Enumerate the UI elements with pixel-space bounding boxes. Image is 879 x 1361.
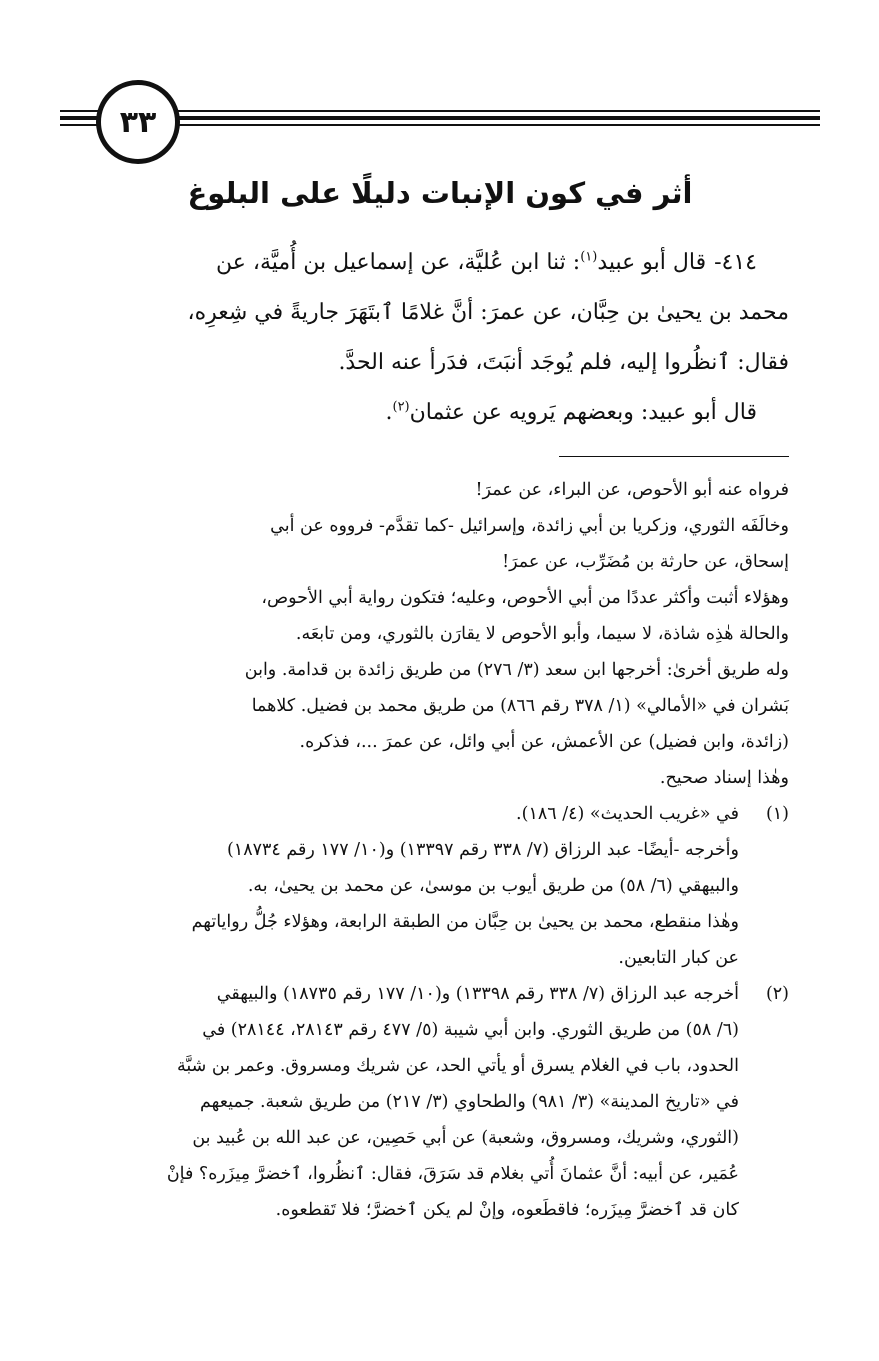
footnote-ref: (١) (580, 249, 598, 265)
note-line: عن كبار التابعين. (618, 948, 739, 968)
main-line: فقال: ٱنظُروا إليه، فلم يُوجَد أنبَتَ، فدَرأ عنه الحدَّ. (338, 350, 789, 375)
note-line: (الثوري، وشريك، ومسروق، وشعبة) عن أبي حَصِين، عن عبد الله بن عُبيد بن (192, 1128, 739, 1148)
main-line-text: . (385, 400, 393, 425)
note-line: وهؤلاء أثبت وأكثر عددًا من أبي الأحوص، وعليه؛ فتكون رواية أبي الأحوص، (261, 588, 789, 608)
note-line: كان قد ٱخضرَّ مِيزَره؛ فاقطَعوه، وإنْ لم يكن ٱخضرَّ؛ فلا تَقطعوه. (275, 1200, 739, 1220)
note-line: عُمَير، عن أبيه: أنَّ عثمانَ أُتي بغلام قد سَرَقَ، فقال: ٱنظُروا، ٱخضرَّ مِيزَره؟ فإنْ (166, 1164, 739, 1184)
note-line: في «تاريخ المدينة» (٣/ ٩٨١) والطحاوي (٣/ ٢١٧) من طريق شعبة. جميعهم (200, 1092, 739, 1112)
main-line-text: : ثنا ابن عُليَّة، عن إسماعيل بن أُميَّة، عن (216, 250, 581, 275)
main-line (88, 238, 789, 288)
item-number: ٤١٤- (714, 250, 757, 275)
footnote-1 (90, 796, 789, 976)
continued-note (90, 472, 789, 796)
page-number: ٣٣ (96, 80, 180, 164)
note-line: فرواه عنه أبو الأحوص، عن البراء، عن عمرَ! (475, 480, 789, 500)
main-text (88, 238, 789, 438)
note-line: وأخرجه -أيضًا- عبد الرزاق (٧/ ٣٣٨ رقم ١٣٣٩٧) و(١٠/ ١٧٧ رقم ١٨٧٣٤) (226, 840, 739, 860)
footnote-number: (٢) (765, 984, 789, 1004)
note-line: الحدود، باب في الغلام يسرق أو يأتي الحد، عن شريك ومسروق. وعمر بن شبَّة (176, 1056, 739, 1076)
note-line: والحالة هٰذِه شاذة، لا سيما، وأبو الأحوص لا يقارَن بالثوري، ومن تابعَه. (295, 624, 789, 644)
note-line: بَشران في «الأمالي» (١/ ٣٧٨ رقم ٨٦٦) من طريق محمد بن فضيل. كلاهما (251, 696, 789, 716)
note-line: والبيهقي (٦/ ٥٨) من طريق أيوب بن موسىٰ، عن محمد بن يحيىٰ، به. (247, 876, 739, 896)
page-header (60, 76, 820, 156)
note-line: (زائدة، وابن فضيل) عن الأعمش، عن أبي وائل، عن عمرَ ...، فذكره. (299, 732, 789, 752)
note-line: (٦/ ٥٨) من طريق الثوري. وابن أبي شيبة (٥/ ٤٧٧ رقم ٢٨١٤٣، ٢٨١٤٤) في (202, 1020, 739, 1040)
footnote-ref: (٢) (392, 399, 410, 415)
note-line: وخالَفَه الثوري، وزكريا بن أبي زائدة، وإسرائيل -كما تقدَّم- فرووه عن أبي (270, 516, 789, 536)
note-line: وله طريق أخرىٰ: أخرجها ابن سعد (٣/ ٢٧٦) من طريق زائدة بن قدامة. وابن (244, 660, 789, 680)
footnote-separator (559, 456, 789, 457)
note-line: وهٰذا منقطع، محمد بن يحيىٰ بن حِبَّان من الطبقة الرابعة، وهؤلاء جُلُّ رواياتهم (191, 912, 739, 932)
section-title: أثر في كون الإنبات دليلًا على البلوغ (187, 176, 693, 210)
footnotes (90, 472, 789, 1228)
main-line-text: قال أبو عبيد: وبعضهم يَرويه عن عثمان (409, 400, 757, 425)
main-line-text: قال أبو عبيد (597, 250, 707, 275)
footnote-2 (90, 976, 789, 1228)
main-line: محمد بن يحيىٰ بن حِبَّان، عن عمرَ: أنَّ غلامًا ٱبتَهَرَ جاريةً في شِعرِه، (187, 300, 789, 325)
footnote-number: (١) (765, 804, 789, 824)
note-line: وهٰذا إسناد صحيح. (659, 768, 789, 788)
main-line (88, 388, 789, 438)
note-line: في «غريب الحديث» (٤/ ١٨٦). (516, 804, 739, 824)
note-line: أخرجه عبد الرزاق (٧/ ٣٣٨ رقم ١٣٣٩٨) و(١٠/ ١٧٧ رقم ١٨٧٣٥) والبيهقي (216, 984, 739, 1004)
note-line: إسحاق، عن حارثة بن مُضَرِّب، عن عمرَ! (502, 552, 789, 572)
